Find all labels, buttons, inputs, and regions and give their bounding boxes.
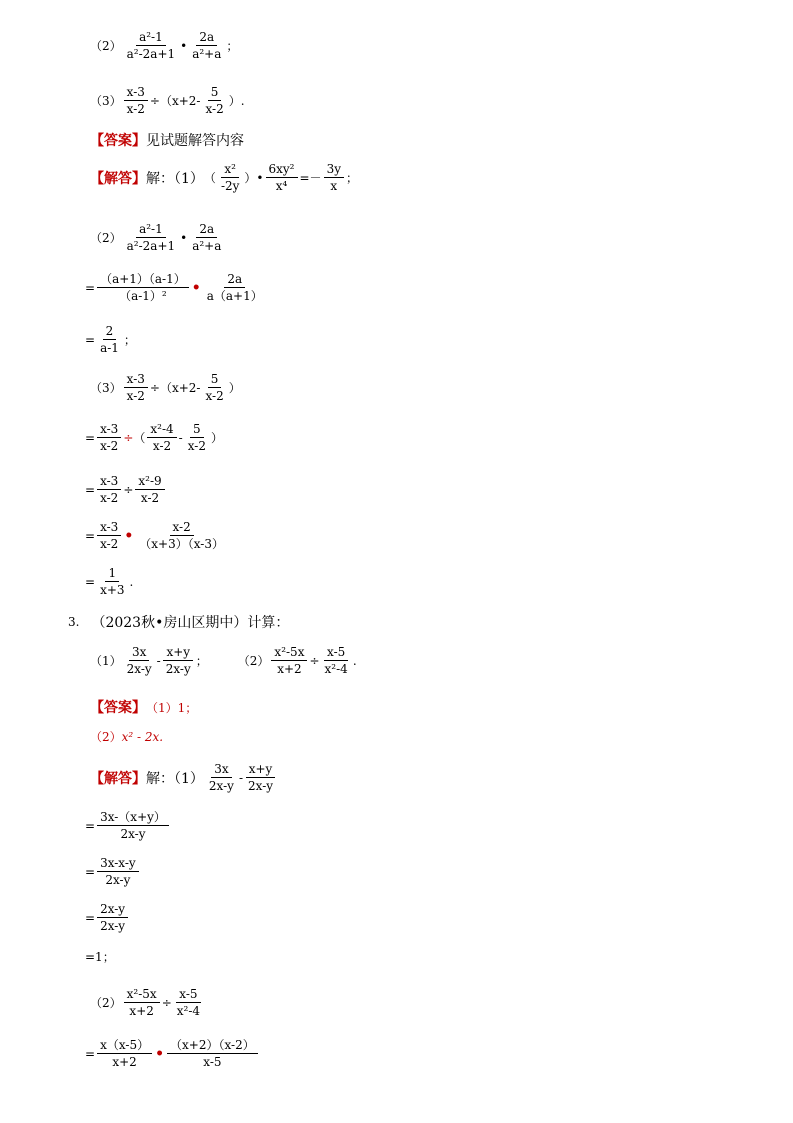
fraction: $\frac{x-5}{\text{x²-4}}$ xyxy=(176,987,201,1018)
fraction: $\frac{x-3}{x-2}$ xyxy=(97,474,121,505)
answer-block xyxy=(90,130,244,150)
item-label: （2） xyxy=(90,39,122,53)
fraction: $\frac{5}{x-2}$ xyxy=(205,85,224,116)
fraction: $\frac{x+y}{2x-y}$ xyxy=(245,762,276,793)
question-3: （3） $\frac{x-3}{x-2}$ ÷ （x+2- $\frac{5}{x-2}$ ）. xyxy=(90,85,245,116)
solution-3b-step-3: = $\frac{2x-y}{2x-y}$ xyxy=(85,902,130,933)
fraction: $\frac{x-5}{\text{x²-4}}$ xyxy=(324,645,348,676)
fraction: $\frac{\text{x²-5x}}{x+2}$ xyxy=(124,987,160,1018)
fraction: $\frac{5}{x-2}$ xyxy=(187,422,206,453)
fraction: $\frac{x+y}{2x-y}$ xyxy=(163,645,194,676)
solution-3b-step-2: = $\frac{3x-x-y}{2x-y}$ xyxy=(85,856,141,887)
fraction: $\frac{2x-y}{2x-y}$ xyxy=(97,902,128,933)
multiply-dot: • xyxy=(180,38,188,53)
answer-tag: 【答案】 xyxy=(90,133,146,149)
fraction: $\frac{3x}{2x-y}$ xyxy=(126,645,152,676)
fraction: $\frac{3x-x-y}{2x-y}$ xyxy=(97,856,139,887)
item-label: （3） xyxy=(90,94,122,108)
fraction: $\frac{\text{x²-5x}}{x+2}$ xyxy=(271,645,307,676)
solution-2-head: （2） $\frac{\text{a²-1}}{\text{a²-2a+1}}$ • $\frac{2a}{\text{a²+a}}$ xyxy=(90,222,226,253)
fraction: $\frac{\text{a²-1}}{\text{a²-2a+1}}$ xyxy=(126,222,176,253)
fraction: $\frac{x-3}{x-2}$ xyxy=(124,85,148,116)
fraction: $\frac{(a+1)(a-1)}{\text{（a-1）²}}$ xyxy=(97,272,189,303)
fraction: $\frac{3y}{x}$ xyxy=(324,162,344,193)
solution-3-step-3: = $\frac{x-3}{x-2}$ • $\frac{x-2}{(x+3)(x-3)}$ xyxy=(85,520,229,551)
fraction: $\frac{x-3}{x-2}$ xyxy=(97,520,121,551)
question-2: （2） $\frac{\text{a²-1}}{\text{a²-2a+1}}$ • $\frac{2a}{\text{a²+a}}$ ； xyxy=(90,30,239,61)
solution-3-step-4: = $\frac{1}{x+3}$ . xyxy=(85,566,134,597)
multiply-dot: • xyxy=(256,170,264,185)
fraction: $\frac{\text{x²-4}}{x-2}$ xyxy=(147,422,176,453)
fraction: $\frac{x-3}{x-2}$ xyxy=(97,422,121,453)
solution-3b-step-1: = $\frac{3x-(x+y)}{2x-y}$ xyxy=(85,810,171,841)
fraction: $\frac{x-3}{x-2}$ xyxy=(124,372,148,403)
multiply-dot: • xyxy=(191,279,201,296)
solution-2-step-1: = $\frac{(a+1)(a-1)}{\text{（a-1）²}}$ • $\frac{2a}{a(a+1)}$ xyxy=(85,272,268,303)
divide-sign: ÷ xyxy=(149,93,160,108)
fraction: $\frac{\text{6xy²}}{\text{x⁴}}$ xyxy=(266,162,298,193)
solution-tag: 【解答】 xyxy=(90,170,146,187)
fraction: $\frac{3x-(x+y)}{2x-y}$ xyxy=(97,810,169,841)
answer-3-part-2: （2） x² - 2x. xyxy=(90,729,164,744)
solution-1: 【解答】 解：（1） （ $\frac{\text{x²}}{-2y}$ ） • $\frac{\text{6xy²}}{\text{x⁴}}$ =－ $\frac{3y}{x}$ ； xyxy=(90,162,358,193)
solution-3-head: （3） $\frac{x-3}{x-2}$ ÷ （x+2- $\frac{5}{x-2}$ ） xyxy=(90,372,241,403)
fraction: $\frac{2}{a-1}$ xyxy=(100,324,119,355)
answer-text: （1）1； xyxy=(146,700,198,715)
answer-3 xyxy=(90,697,197,717)
fraction: $\frac{2a}{\text{a²+a}}$ xyxy=(192,30,222,61)
multiply-dot: • xyxy=(155,1045,165,1062)
answer-tag: 【答案】 xyxy=(90,700,146,716)
fraction: $\frac{x-2}{(x+3)(x-3)}$ xyxy=(139,520,224,551)
solution-2-step-2: = $\frac{2}{a-1}$ ； xyxy=(85,324,136,355)
fraction: $\frac{5}{x-2}$ xyxy=(205,372,224,403)
problem-3-title xyxy=(68,612,289,632)
solution-3b-head: 【解答】 解：（1） $\frac{3x}{2x-y}$ - $\frac{x+y}{2x-y}$ xyxy=(90,762,278,793)
solution-3b-part-2-step-1: = $\frac{x(x-5)}{x+2}$ • $\frac{(x+2)(x-2)}{x-5}$ xyxy=(85,1038,260,1069)
solution-3-step-1: = $\frac{x-3}{x-2}$ ÷ （ $\frac{\text{x²-4}}{x-2}$ - $\frac{5}{x-2}$ ） xyxy=(85,422,223,453)
solution-3b-step-4: =1； xyxy=(85,950,115,964)
fraction: $\frac{3x}{2x-y}$ xyxy=(208,762,234,793)
fraction: $\frac{(x+2)(x-2)}{x-5}$ xyxy=(167,1038,258,1069)
solution-intro: 解：（1） xyxy=(146,170,204,187)
fraction: $\frac{\text{a²-1}}{\text{a²-2a+1}}$ xyxy=(126,30,176,61)
problem-3-items: （1） $\frac{3x}{2x-y}$ - $\frac{x+y}{2x-y}$ ； （2） $\frac{\text{x²-5x}}{x+2}$ ÷ $\frac{x-5}{\text{x²-4}}$ . xyxy=(90,645,357,676)
fraction: $\frac{\text{x²}}{-2y}$ xyxy=(220,162,240,193)
fraction: $\frac{x(x-5)}{x+2}$ xyxy=(97,1038,152,1069)
fraction: $\frac{\text{x²-9}}{x-2}$ xyxy=(135,474,164,505)
fraction: $\frac{2a}{\text{a²+a}}$ xyxy=(192,222,222,253)
solution-3b-part-2: （2） $\frac{\text{x²-5x}}{x+2}$ ÷ $\frac{x-5}{\text{x²-4}}$ xyxy=(90,987,205,1018)
solution-tag: 【解答】 xyxy=(90,770,146,787)
answer-text: 见试题解答内容 xyxy=(146,133,244,149)
fraction: $\frac{2a}{a(a+1)}$ xyxy=(206,272,263,303)
multiply-dot: • xyxy=(124,527,134,544)
fraction: $\frac{1}{x+3}$ xyxy=(100,566,125,597)
solution-3-step-2: = $\frac{x-3}{x-2}$ ÷ $\frac{\text{x²-9}}{x-2}$ xyxy=(85,474,167,505)
problem-source: （2023秋•房山区期中）计算： xyxy=(91,615,290,631)
problem-number: 3. xyxy=(68,615,80,629)
